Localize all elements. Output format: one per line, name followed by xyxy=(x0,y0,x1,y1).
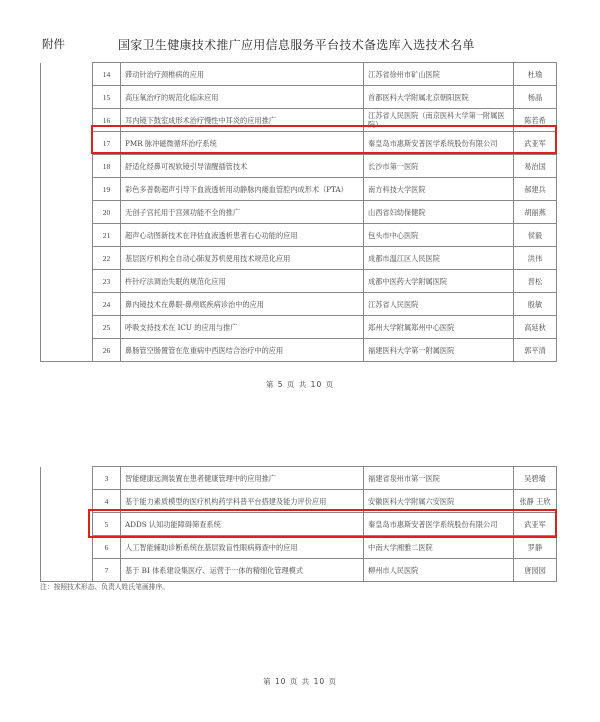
technology-name: 舒适化经鼻可视软镜引导清醒插管技术 xyxy=(121,155,364,178)
table-row xyxy=(41,293,557,316)
technology-name: 鼻内镜技术在鼻眼-鼻颅底疾病诊治中的应用 xyxy=(121,293,364,316)
row-number: 19 xyxy=(93,178,121,201)
row-number: 7 xyxy=(93,559,121,582)
row-number: 22 xyxy=(93,247,121,270)
table-row xyxy=(41,339,557,362)
responsible-person: 洪伟 xyxy=(514,247,557,270)
responsible-person: 吴碧瑜 xyxy=(514,467,557,490)
footnote: 注：按照技术形态、负责人姓氏笔画排序。 xyxy=(40,583,170,591)
responsible-person: 武亚军 xyxy=(514,132,557,155)
table-row xyxy=(41,316,557,339)
table-row xyxy=(41,559,557,582)
applicant-unit: 长沙市第一医院 xyxy=(364,155,514,178)
applicant-unit: 江苏省人民医院（南京医科大学第一附属医院） xyxy=(364,109,514,132)
technology-name: 超声心动图新技术在评估血液透析患者右心功能的应用 xyxy=(121,224,364,247)
applicant-unit: 秦皇岛市惠斯安普医学系统股份有限公司 xyxy=(364,513,514,536)
technology-name: 杵针疗法调治失眠的规范化应用 xyxy=(121,270,364,293)
applicant-unit: 江苏省人民医院 xyxy=(364,293,514,316)
technology-name: 彩色多普勒超声引导下血液透析用动静脉内瘘血管腔内成形术（PTA） xyxy=(121,178,364,201)
table-row xyxy=(41,270,557,293)
table-row xyxy=(41,201,557,224)
row-number: 24 xyxy=(93,293,121,316)
responsible-person: 武亚军 xyxy=(514,513,557,536)
technology-name: PMR 脉冲磁微循环治疗系统 xyxy=(121,132,364,155)
responsible-person: 张静 王欣 xyxy=(514,490,557,513)
page-number-5: 第 5 页 共 10 页 xyxy=(265,380,335,389)
technology-name: 鼻肠管空肠置管在危重病中西医结合治疗中的应用 xyxy=(121,339,364,362)
technology-name: 基于能力素质模型的医疗机构药学科普平台搭建及能力评价应用 xyxy=(121,490,364,513)
responsible-person: 侯毅 xyxy=(514,224,557,247)
technology-name: ADDS 认知功能障碍筛查系统 xyxy=(121,513,364,536)
responsible-person: 胡丽燕 xyxy=(514,201,557,224)
row-number: 26 xyxy=(93,339,121,362)
page-number-10: 第 10 页 共 10 页 xyxy=(262,677,337,686)
responsible-person: 郭平清 xyxy=(514,339,557,362)
responsible-person: 杨晶 xyxy=(514,86,557,109)
row-number: 16 xyxy=(93,109,121,132)
applicant-unit: 山西省妇幼保健院 xyxy=(364,201,514,224)
technology-name: 滞动针治疗颈椎病的应用 xyxy=(121,63,364,86)
technology-name: 基层医疗机构全自动心肺复苏机使用技术规范化应用 xyxy=(121,247,364,270)
table-row xyxy=(41,224,557,247)
technology-name: 智能健康远测装置在患者健康管理中的应用推广 xyxy=(121,467,364,490)
row-number: 20 xyxy=(93,201,121,224)
row-number: 25 xyxy=(93,316,121,339)
technology-name: 人工智能辅助诊断系统在基层致盲性眼病筛查中的应用 xyxy=(121,536,364,559)
technology-table-page-5 xyxy=(40,62,557,362)
responsible-person: 郝建兵 xyxy=(514,178,557,201)
row-number: 4 xyxy=(93,490,121,513)
row-number: 23 xyxy=(93,270,121,293)
applicant-unit: 柳州市人民医院 xyxy=(364,559,514,582)
table-row xyxy=(41,109,557,132)
responsible-person: 殷敏 xyxy=(514,293,557,316)
technology-name: 耳内镜下鼓室成形术治疗慢性中耳炎的应用推广 xyxy=(121,109,364,132)
applicant-unit: 福建省泉州市第一医院 xyxy=(364,467,514,490)
applicant-unit: 福建医科大学第一附属医院 xyxy=(364,339,514,362)
table-row xyxy=(41,63,557,86)
row-number: 17 xyxy=(93,132,121,155)
applicant-unit: 包头市中心医院 xyxy=(364,224,514,247)
table-row xyxy=(41,178,557,201)
technology-name: 高压氧治疗的规范化临床应用 xyxy=(121,86,364,109)
applicant-unit: 成都中医药大学附属医院 xyxy=(364,270,514,293)
applicant-unit: 秦皇岛市惠斯安普医学系统股份有限公司 xyxy=(364,132,514,155)
technology-name: 呼吸支持技术在 ICU 的应用与推广 xyxy=(121,316,364,339)
row-number: 18 xyxy=(93,155,121,178)
table-row-highlighted xyxy=(41,132,557,155)
table-row xyxy=(41,490,557,513)
responsible-person: 杜瑜 xyxy=(514,63,557,86)
table-row xyxy=(41,467,557,490)
table-row xyxy=(41,247,557,270)
attachment-label: 附件 xyxy=(42,37,65,51)
applicant-unit: 郑州大学附属郑州中心医院 xyxy=(364,316,514,339)
row-number: 15 xyxy=(93,86,121,109)
document-header xyxy=(0,36,600,56)
row-number: 5 xyxy=(93,513,121,536)
responsible-person: 陈若希 xyxy=(514,109,557,132)
applicant-unit: 成都市温江区人民医院 xyxy=(364,247,514,270)
technology-name: 无创子宫托用于宫颈功能不全的推广 xyxy=(121,201,364,224)
document-title: 国家卫生健康技术推广应用信息服务平台技术备选库入选技术名单 xyxy=(118,38,475,52)
row-number: 14 xyxy=(93,63,121,86)
table-row-highlighted xyxy=(41,513,557,536)
table-row xyxy=(41,155,557,178)
category-cell xyxy=(41,467,93,582)
responsible-person: 罗静 xyxy=(514,536,557,559)
responsible-person: 唐园园 xyxy=(514,559,557,582)
responsible-person: 晋松 xyxy=(514,270,557,293)
applicant-unit: 首都医科大学附属北京朝阳医院 xyxy=(364,86,514,109)
applicant-unit: 安徽医科大学附属六安医院 xyxy=(364,490,514,513)
technology-name: 基于 BI 体系建设集医疗、运营于一体的精细化管理模式 xyxy=(121,559,364,582)
row-number: 6 xyxy=(93,536,121,559)
applicant-unit: 江苏省徐州市矿山医院 xyxy=(364,63,514,86)
responsible-person: 易治国 xyxy=(514,155,557,178)
applicant-unit: 南方科技大学医院 xyxy=(364,178,514,201)
responsible-person: 高延秋 xyxy=(514,316,557,339)
row-number: 3 xyxy=(93,467,121,490)
table-row xyxy=(41,536,557,559)
row-number: 21 xyxy=(93,224,121,247)
applicant-unit: 中南大学湘雅二医院 xyxy=(364,536,514,559)
table-row xyxy=(41,86,557,109)
category-cell xyxy=(41,63,93,362)
technology-table-page-10 xyxy=(40,466,557,582)
